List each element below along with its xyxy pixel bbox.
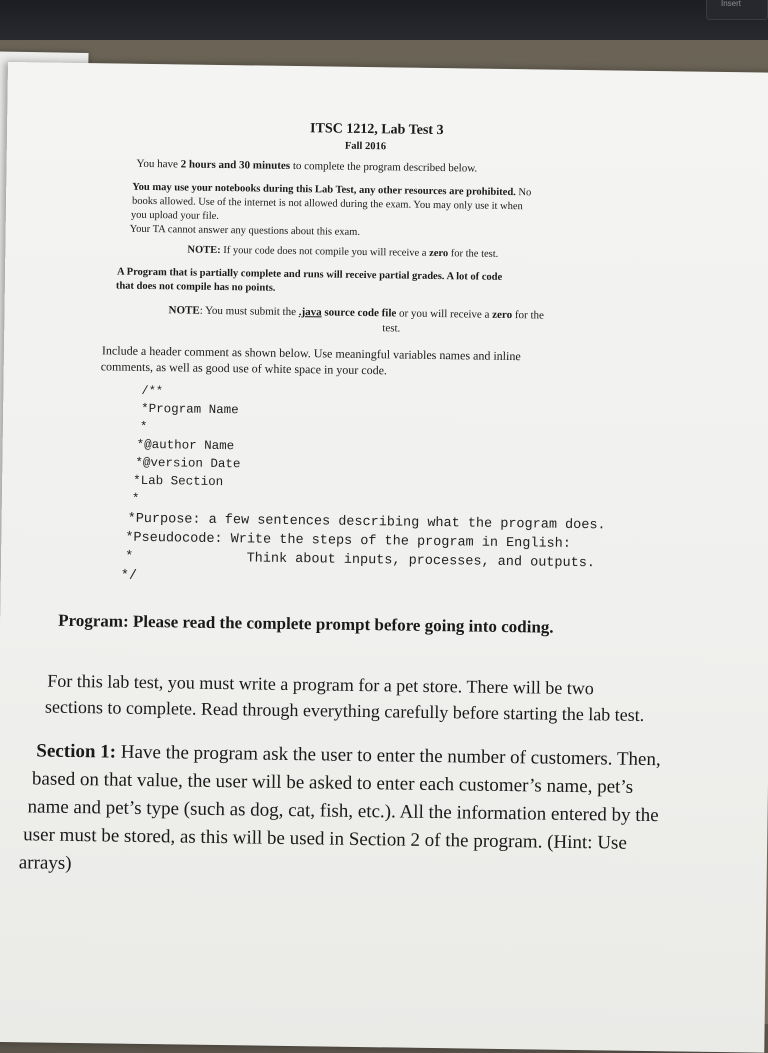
note-submit: NOTE: You must submit the .java source code file or you will receive a zero for the test.	[168, 304, 545, 335]
document-title: ITSC 1212, Lab Test 3	[309, 121, 444, 139]
insert-key-label: Insert	[721, 0, 742, 8]
document-term: Fall 2016	[344, 140, 387, 153]
intro-line: You have 2 hours and 30 minutes to complete the program described below.	[136, 157, 478, 175]
header-instructions: Include a header comment as shown below. Use meaningful variables names and inline comments, as well as good use of white space in your code.	[100, 343, 521, 378]
section-1-label: Section 1:	[36, 740, 117, 763]
section-1-paragraph: Section 1: Have the program ask the user to enter the number of customers. Then, based on that value, the user will be asked to enter each customer’s name, pet’s name and pet’s type (such as dog, cat, fish, etc.). All the information entered by the user must be stored, as this will be used in Section 2 of the program. (Hint: Use arrays)	[18, 740, 661, 874]
rules-paragraph: You may use your notebooks during this Lab Test, any other resources are prohibited. No books allowed. Use of the internet is not allowed during the exam. You may only use it when you upload your file. Your TA cannot answer any questions about this exam.	[129, 181, 532, 238]
header-comment-code: /** *Program Name * *@author Name *@version Date *Lab Section * *Purpose: a few sentences describing what the program does. *Pseudocode: Write the steps of the program in English: * Think about inputs, processes, and outputs. */	[120, 383, 606, 584]
insert-key	[706, 0, 768, 20]
note-compile: NOTE: If your code does not compile you will receive a zero for the test.	[187, 244, 499, 260]
overview-paragraph: For this lab test, you must write a program for a pet store. There will be two sections to complete. Read through everything carefully before starting the lab test.	[44, 670, 645, 725]
partial-grades-paragraph: A Program that is partially complete and runs will receive partial grades. A lot of code that does not compile has no points.	[115, 266, 503, 294]
program-heading: Program: Please read the complete prompt before going into coding.	[58, 610, 554, 637]
lab-test-page	[0, 62, 768, 1053]
